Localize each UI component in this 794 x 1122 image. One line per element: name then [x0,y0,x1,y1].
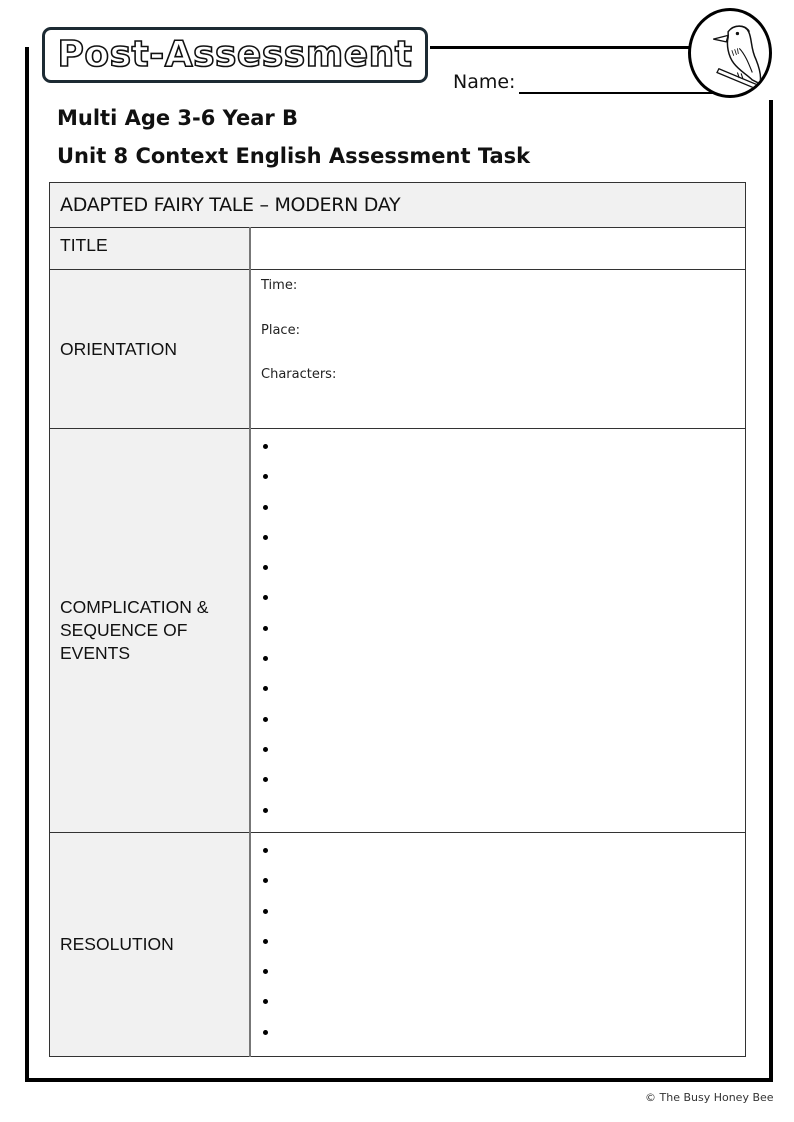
bullet-line[interactable] [261,871,745,901]
frame-border-right [769,100,773,1082]
copyright-footer: © The Busy Honey Bee [645,1091,774,1104]
bullet-line[interactable] [261,962,745,992]
page-title-box [42,27,428,83]
table-row-orientation [50,270,746,429]
row-label-resolution: RESOLUTION [50,833,251,1057]
bullet-line[interactable] [261,528,745,558]
bullet-line[interactable] [261,1023,745,1053]
frame-border-left [25,47,29,1082]
bullet-line[interactable] [261,932,745,962]
bullet-icon [263,444,268,449]
row-label-complication: COMPLICATION & SEQUENCE OF EVENTS [50,429,251,833]
bullet-icon [263,969,268,974]
bullet-icon [263,686,268,691]
bullet-line[interactable] [261,710,745,740]
bullet-icon [263,474,268,479]
task-heading: Unit 8 Context English Assessment Task [57,144,531,168]
bullet-icon [263,565,268,570]
bullet-line[interactable] [261,902,745,932]
bullet-icon [263,878,268,883]
orientation-field-place: Place: [261,322,300,338]
bullet-icon [263,848,268,853]
bullet-icon [263,1030,268,1035]
bullet-line[interactable] [261,841,745,871]
bullet-line[interactable] [261,498,745,528]
frame-border-bottom [25,1078,773,1082]
page-title: Post-Assessment [57,34,413,75]
table-heading: ADAPTED FAIRY TALE – MODERN DAY [50,183,746,228]
frame-border-top [430,46,692,49]
bullet-line[interactable] [261,558,745,588]
bullet-icon [263,505,268,510]
bullet-icon [263,939,268,944]
bullet-line[interactable] [261,649,745,679]
bullet-icon [263,999,268,1004]
bullet-icon [263,535,268,540]
bullet-line[interactable] [261,801,745,831]
orientation-answer-cell[interactable] [250,270,746,429]
complication-bullet-list [261,429,745,831]
bullet-line[interactable] [261,588,745,618]
name-input-line[interactable] [519,92,719,94]
row-label-title: TITLE [50,228,251,270]
orientation-field-characters: Characters: [261,367,337,382]
bullet-icon [263,808,268,813]
bullet-icon [263,656,268,661]
bullet-line[interactable] [261,619,745,649]
kookaburra-icon [688,8,772,98]
table-row-resolution [50,833,746,1057]
bullet-icon [263,777,268,782]
bullet-icon [263,595,268,600]
row-label-orientation: ORIENTATION [50,270,251,429]
bullet-icon [263,717,268,722]
bullet-icon [263,909,268,914]
bullet-line[interactable] [261,467,745,497]
table-heading-row [50,183,746,228]
bullet-icon [263,626,268,631]
resolution-bullet-list [261,833,745,1053]
resolution-answer-cell[interactable] [250,833,746,1057]
table-row-complication [50,429,746,833]
title-answer-cell[interactable] [250,228,746,270]
bullet-line[interactable] [261,740,745,770]
complication-answer-cell[interactable] [250,429,746,833]
table-row-title [50,228,746,270]
orientation-field-time: Time: [261,278,298,293]
assessment-table [49,182,746,1057]
kookaburra-drawing [691,11,769,95]
bullet-line[interactable] [261,992,745,1022]
bullet-icon [263,747,268,752]
bullet-line[interactable] [261,679,745,709]
class-heading: Multi Age 3-6 Year B [57,106,299,130]
name-label: Name: [453,71,516,93]
bullet-line[interactable] [261,770,745,800]
bullet-line[interactable] [261,437,745,467]
